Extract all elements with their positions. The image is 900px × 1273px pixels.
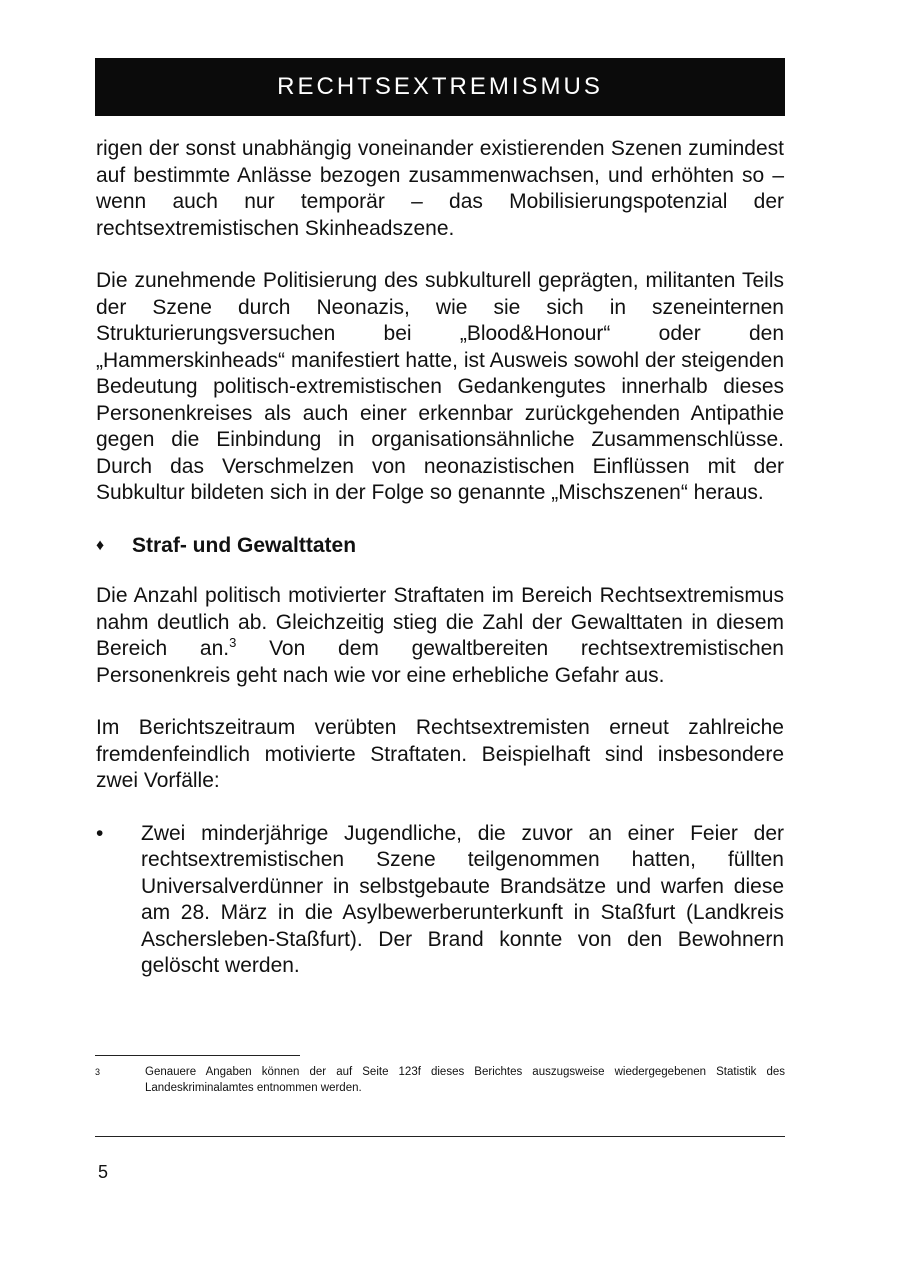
main-content — [96, 136, 784, 1006]
footnote-text: Genauere Angaben können der auf Seite 123f dieses Berichtes auszugsweise wiedergegebenen Statistik des Landeskriminalamtes entnommen werden. — [145, 1066, 785, 1094]
list-item — [96, 821, 784, 980]
page-number: 5 — [98, 1162, 109, 1182]
footnote-number: 3 — [95, 1067, 101, 1077]
footnote-divider — [95, 1055, 300, 1056]
paragraph-2: Die zunehmende Politisierung des subkulturell geprägten, militanten Teils der Szene durch Neonazis, wie sie sich in szeneinternen Strukturierungsversuchen bei „Blood&Honour“ oder den „Hammerskinheads“ manifestiert hatte, ist Ausweis sowohl der steigenden Bedeutung politisch-extremistischen Gedankengutes innerhalb dieses Personenkreises als auch einer erkennbar zurückgehenden Antipathie gegen die Einbindung in organisationsähnliche Zusammenschlüsse. Durch das Verschmelzen von neonazistischen Einflüssen mit der Subkultur bildeten sich in der Folge so genannte „Mischszenen“ heraus. — [96, 269, 784, 504]
page-footer-divider — [95, 1136, 785, 1137]
bullet-list — [96, 821, 784, 980]
paragraph-3-text: Die Anzahl politisch motivierter Straftaten im Bereich Rechtsextremismus nahm deutlich ab. Gleichzeitig stieg die Zahl der Gewalttaten in diesem Bereich an. — [96, 584, 784, 660]
diamond-bullet-icon: ♦ — [96, 536, 105, 554]
paragraph-4: Im Berichtszeitraum verübten Rechtsextremisten erneut zahlreiche fremdenfeindlich motivierte Straftaten. Beispielhaft sind insbesondere zwei Vorfälle: — [96, 716, 784, 792]
bullet-dot-icon: • — [96, 821, 104, 845]
paragraph-3 — [96, 583, 784, 689]
footnote — [95, 1064, 785, 1096]
list-item-text: Zwei minderjährige Jugendliche, die zuvor an einer Feier der rechtsextremistischen Szene teilgenommen hatten, füllten Universalverdünner in selbstgebaute Brandsätze und warfen diese am 28. März in die Asylbewerberunterkunft in Staßfurt (Landkreis Aschersleben-Staßfurt). Der Brand konnte von den Bewohnern gelöscht werden. — [141, 821, 784, 977]
paragraph-1: rigen der sonst unabhängig voneinander existierenden Szenen zumindest auf bestimmte Anlässe bezogen zusammenwachsen, und erhöhten so – wenn auch nur temporär – das Mobilisierungspotenzial der rechtsextremistischen Skinheadszene. — [96, 137, 784, 240]
footnote-reference: 3 — [229, 635, 237, 650]
section-heading — [96, 533, 784, 560]
paragraph-3-text-continued: Von dem gewaltbereiten rechtsextremistischen Personenkreis geht nach wie vor eine erhebliche Gefahr aus. — [96, 637, 784, 687]
header-title: RECHTSEXTREMISMUS — [277, 73, 603, 100]
section-title: Straf- und Gewalttaten — [132, 533, 357, 557]
header-bar — [95, 58, 785, 116]
